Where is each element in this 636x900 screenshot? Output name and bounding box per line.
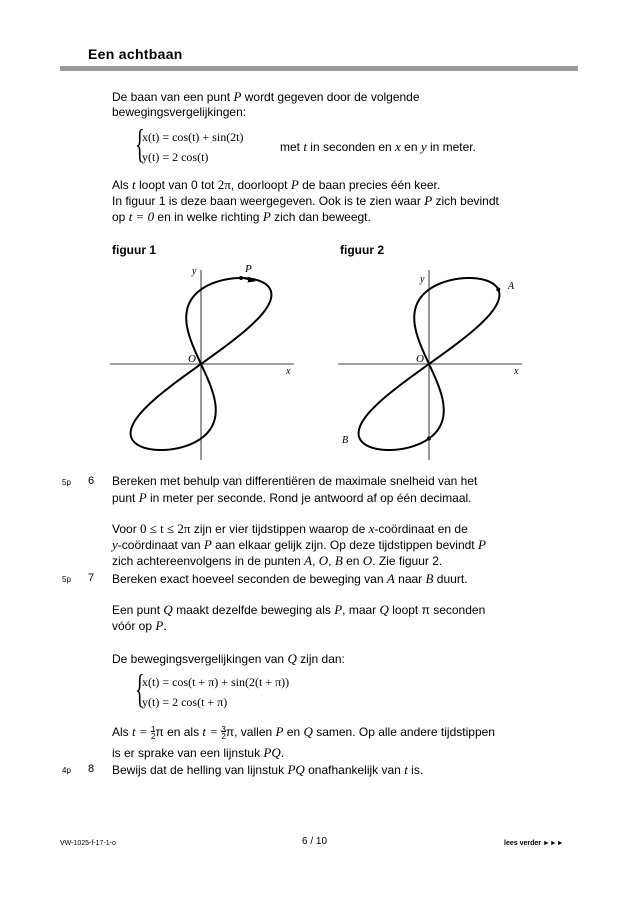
para4-line-2: vóór op P.: [112, 618, 167, 633]
y-axis-label: y: [192, 266, 197, 277]
para2-line-2: In figuur 1 is deze baan weergegeven. Ook is te zien waar P zich bevindt: [112, 193, 499, 208]
footer-next-link[interactable]: lees verder ►►►: [504, 840, 564, 847]
figure-2-label: figuur 2: [340, 243, 384, 257]
question-7-points: 5p: [62, 575, 71, 584]
question-6-line-2: punt P in meter per seconde. Rond je antwoord af op één decimaal.: [112, 490, 472, 505]
x-axis-label: x: [514, 366, 519, 377]
question-6-points: 5p: [62, 478, 71, 487]
para6-line-2: is er sprake van een lijnstuk PQ.: [112, 745, 285, 760]
footer-page-number: 6 / 10: [302, 836, 328, 847]
para2-line-1: Als t loopt van 0 tot 2π, doorloopt P de baan precies één keer.: [112, 177, 441, 192]
intro-line-2: bewegingsvergelijkingen:: [112, 105, 247, 119]
figure-1-plot: [108, 262, 308, 462]
point-b-marker: [427, 436, 431, 440]
question-6-line-1: Bereken met behulp van differentiëren de maximale snelheid van het: [112, 474, 478, 488]
header-rule: [60, 66, 578, 71]
para6-line-1: Als t = 1 2π en als t = 3 2π, vallen P en Q samen. Op alle andere tijdstippen: [112, 724, 495, 741]
question-7-line-1: Bereken exact hoeveel seconden de beweging van A naar B duurt.: [112, 571, 468, 586]
para3-line-2: y-coördinaat van P aan elkaar gelijk zijn. Op deze tijdstippen bevindt P: [112, 537, 486, 552]
x-axis-label: x: [286, 366, 291, 377]
figure-1-label: figuur 1: [112, 243, 156, 257]
equation-q-x: x(t) = cos(t + π) + sin(2(t + π)): [142, 675, 290, 689]
intro-line-1: De baan van een punt P wordt gegeven door de volgende: [112, 89, 420, 104]
para3-line-1: Voor 0 ≤ t ≤ 2π zijn er vier tijdstippen waarop de x-coördinaat en de: [112, 521, 468, 536]
question-8-line-1: Bewijs dat de helling van lijnstuk PQ onafhankelijk van t is.: [112, 762, 424, 777]
equation-x: x(t) = cos(t) + sin(2t): [142, 130, 244, 144]
origin-label: O: [188, 353, 196, 365]
point-p-label: P: [245, 263, 252, 275]
equation-y: y(t) = 2 cos(t): [142, 150, 209, 164]
equation-brace: {: [135, 121, 145, 166]
figure-2-plot: [336, 262, 536, 462]
origin-label: O: [416, 353, 424, 365]
question-6-number: 6: [88, 475, 95, 487]
equation-brace-q: {: [135, 666, 145, 711]
point-b-label: B: [342, 435, 349, 446]
point-a-label: A: [508, 281, 515, 292]
question-7-number: 7: [88, 572, 95, 584]
y-axis-label: y: [420, 274, 425, 285]
units-note: met t in seconden en x en y in meter.: [280, 139, 476, 154]
para2-line-3: op t = 0 en in welke richting P zich dan beweegt.: [112, 209, 371, 224]
footer-code: VW-1025-f-17-1-o: [60, 840, 116, 847]
para4-line-1: Een punt Q maakt dezelfde beweging als P, maar Q loopt π seconden: [112, 602, 486, 617]
point-a-marker: [496, 288, 500, 292]
equation-q-y: y(t) = 2 cos(t + π): [142, 695, 228, 709]
section-title: Een achtbaan: [88, 46, 183, 62]
fraction-three-halves: 3 2: [221, 725, 226, 741]
para5-line-1: De bewegingsvergelijkingen van Q zijn dan:: [112, 651, 345, 666]
para3-line-3: zich achtereenvolgens in de punten A, O, B en O. Zie figuur 2.: [112, 553, 443, 568]
fraction-one-half: 1 2: [151, 725, 156, 741]
question-8-number: 8: [88, 763, 95, 775]
question-8-points: 4p: [62, 766, 71, 775]
